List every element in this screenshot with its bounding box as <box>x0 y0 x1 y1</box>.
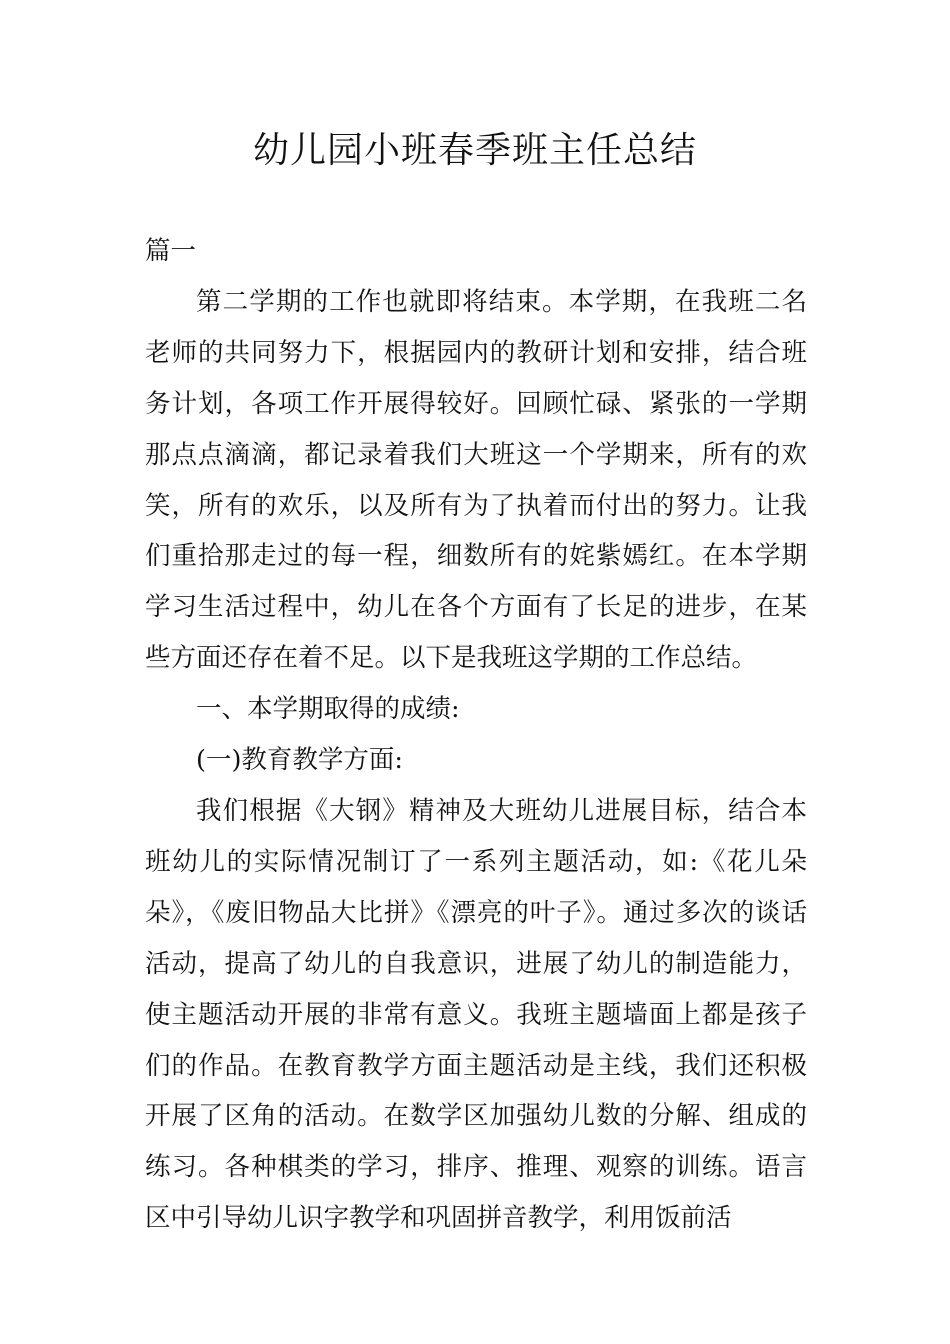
education-paragraph: 我们根据《大钢》精神及大班幼儿进展目标，结合本班幼儿的实际情况制订了一系列主题活动，如:《花儿朵朵》，《废旧物品大比拼》《漂亮的叶子》。通过多次的谈话活动，提高了幼儿的自我意识，进展了幼儿的制造能力，使主题活动开展的非常有意义。我班主题墙面上都是孩子们的作品。在教育教学方面主题活动是主线，我们还积极开展了区角的活动。在数学区加强幼儿数的分解、组成的练习。各种棋类的学习，排序、推理、观察的训练。语言区中引导幼儿识字教学和巩固拼音教学，利用饭前活 <box>145 795 807 1234</box>
education-subheading: (一)教育教学方面: <box>196 745 403 776</box>
document-title: 幼儿园小班春季班主任总结 <box>252 130 697 171</box>
section-heading: 篇一 <box>145 236 197 266</box>
document-body <box>145 226 807 1244</box>
achievements-heading: 一、本学期取得的成绩: <box>196 694 460 725</box>
intro-paragraph: 第二学期的工作也就即将结束。本学期，在我班二名老师的共同努力下，根据园内的教研计划和安排，结合班务计划，各项工作开展得较好。回顾忙碌、紧张的一学期那点点滴滴，都记录着我们大班这一个学期来，所有的欢笑，所有的欢乐，以及所有为了执着而付出的努力。让我们重拾那走过的每一程，细数所有的姹紫嫣红。在本学期学习生活过程中，幼儿在各个方面有了长足的进步，在某些方面还存在着不足。以下是我班这学期的工作总结。 <box>145 286 807 674</box>
